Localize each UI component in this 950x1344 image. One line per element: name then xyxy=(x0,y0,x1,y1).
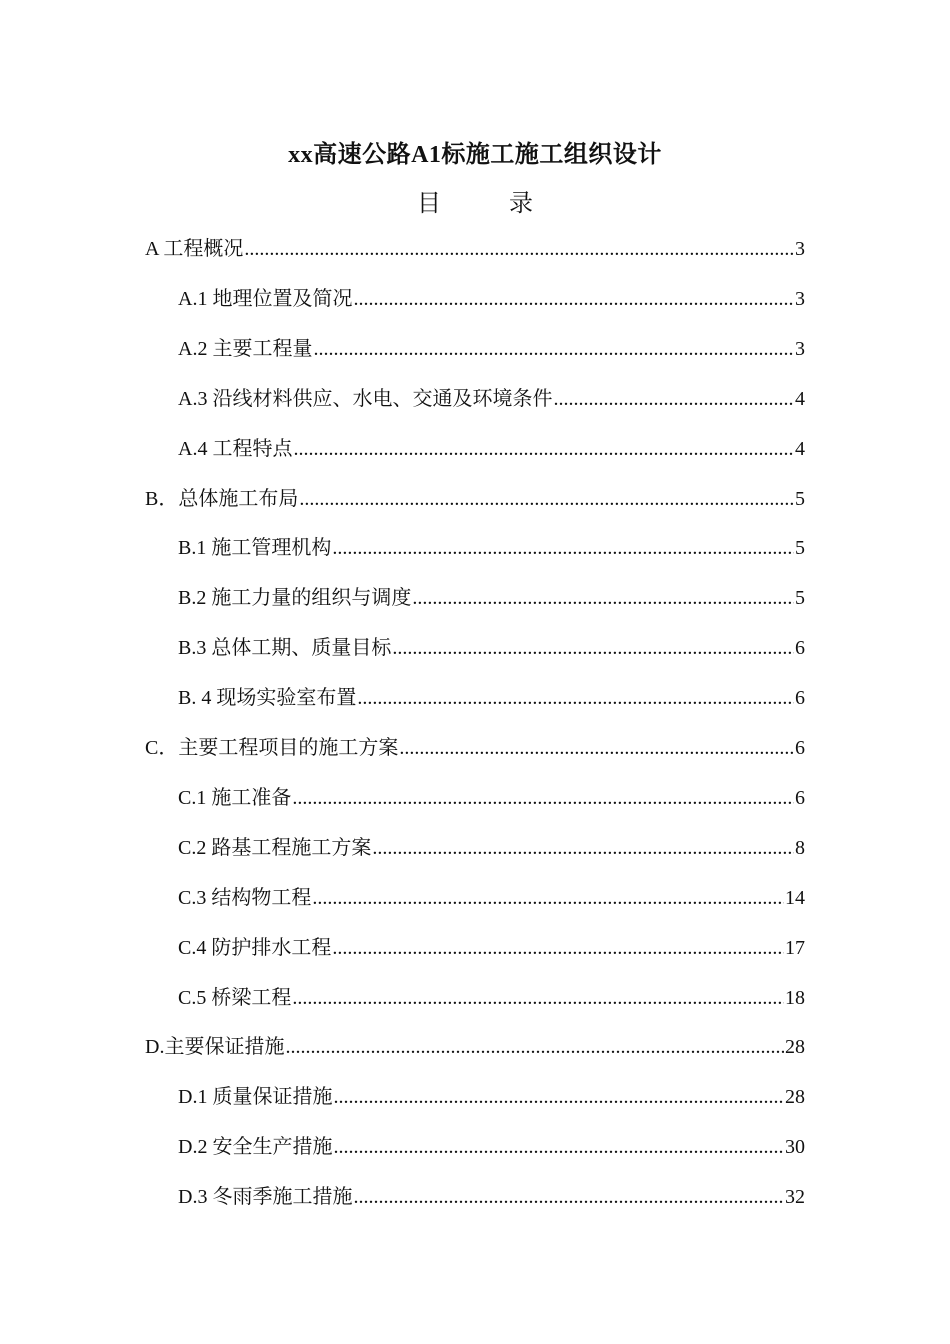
toc-entry-page-number: 32 xyxy=(785,1186,805,1208)
toc-entry[interactable] xyxy=(145,734,805,762)
toc-entry-page-number: 14 xyxy=(785,887,805,909)
toc-entry[interactable] xyxy=(178,1133,805,1161)
toc-entry-label: A 工程概况 xyxy=(145,238,244,260)
toc-entry-page-number: 30 xyxy=(785,1136,805,1158)
toc-entry[interactable] xyxy=(178,335,805,363)
toc-entry-label: C．主要工程项目的施工方案 xyxy=(145,737,399,759)
toc-heading xyxy=(0,183,950,218)
toc-entry-label: D.主要保证措施 xyxy=(145,1036,285,1058)
toc-entry[interactable] xyxy=(178,534,805,562)
toc-dot-leader xyxy=(392,634,794,662)
toc-dot-leader xyxy=(412,584,794,612)
toc-entry-label: A.3 沿线材料供应、水电、交通及环境条件 xyxy=(178,388,553,410)
toc-dot-leader xyxy=(292,984,784,1012)
toc-entry-page-number: 5 xyxy=(795,537,805,559)
toc-entry-label: C.1 施工准备 xyxy=(178,787,292,809)
toc-entry-page-number: 6 xyxy=(795,737,805,759)
toc-dot-leader xyxy=(292,784,794,812)
toc-entry-label: D.3 冬雨季施工措施 xyxy=(178,1186,353,1208)
toc-entry-label: B．总体施工布局 xyxy=(145,488,299,510)
toc-entry-page-number: 8 xyxy=(795,837,805,859)
toc-dot-leader xyxy=(353,1183,784,1211)
toc-dot-leader xyxy=(333,1083,784,1111)
toc-entry[interactable] xyxy=(178,435,805,463)
toc-entry[interactable] xyxy=(178,285,805,313)
toc-entry-page-number: 5 xyxy=(795,587,805,609)
toc-dot-leader xyxy=(372,834,794,862)
toc-entry-label: A.4 工程特点 xyxy=(178,438,293,460)
toc-entry[interactable] xyxy=(178,784,805,812)
toc-dot-leader xyxy=(353,285,794,313)
toc-heading-right: 录 xyxy=(509,191,533,217)
toc-dot-leader xyxy=(553,385,794,413)
toc-dot-leader xyxy=(332,534,794,562)
toc-entry[interactable] xyxy=(178,884,805,912)
toc-heading-left: 目 xyxy=(417,191,441,217)
toc-entry-label: D.1 质量保证措施 xyxy=(178,1086,333,1108)
toc-dot-leader xyxy=(399,734,794,762)
toc-entry[interactable] xyxy=(178,1083,805,1111)
document-title: xx高速公路A1标施工施工组织设计 xyxy=(288,142,662,168)
toc-entry[interactable] xyxy=(178,634,805,662)
toc-dot-leader xyxy=(357,684,794,712)
toc-entry[interactable] xyxy=(178,684,805,712)
toc-entry-label: D.2 安全生产措施 xyxy=(178,1136,333,1158)
toc-entry-label: C.4 防护排水工程 xyxy=(178,937,332,959)
toc-entry-page-number: 17 xyxy=(785,937,805,959)
toc-entry-page-number: 4 xyxy=(795,438,805,460)
toc-entry-page-number: 28 xyxy=(785,1036,805,1058)
toc-entry-label: B.2 施工力量的组织与调度 xyxy=(178,587,412,609)
toc-entry-label: C.2 路基工程施工方案 xyxy=(178,837,372,859)
toc-entry-label: B.3 总体工期、质量目标 xyxy=(178,637,392,659)
toc-entry-page-number: 3 xyxy=(795,338,805,360)
toc-entry-page-number: 6 xyxy=(795,637,805,659)
toc-entry[interactable] xyxy=(145,485,805,513)
toc-entry-page-number: 5 xyxy=(795,488,805,510)
toc-dot-leader xyxy=(332,934,784,962)
toc-dot-leader xyxy=(293,435,794,463)
toc-entry-page-number: 18 xyxy=(785,987,805,1009)
toc-entry-page-number: 6 xyxy=(795,687,805,709)
toc-entry[interactable] xyxy=(145,1033,805,1061)
toc-dot-leader xyxy=(299,485,794,513)
toc-entry[interactable] xyxy=(178,1183,805,1211)
toc-entry[interactable] xyxy=(178,584,805,612)
toc-entry-label: A.1 地理位置及简况 xyxy=(178,288,353,310)
toc-entry[interactable] xyxy=(178,385,805,413)
toc-entry-page-number: 6 xyxy=(795,787,805,809)
toc-entry-label: C.3 结构物工程 xyxy=(178,887,312,909)
toc-entry-page-number: 3 xyxy=(795,238,805,260)
toc-entry-label: C.5 桥梁工程 xyxy=(178,987,292,1009)
toc-entry[interactable] xyxy=(178,984,805,1012)
toc-dot-leader xyxy=(313,335,794,363)
toc-entry-label: B. 4 现场实验室布置 xyxy=(178,687,357,709)
toc-dot-leader xyxy=(312,884,784,912)
toc-dot-leader xyxy=(244,235,794,263)
toc-entry[interactable] xyxy=(145,235,805,263)
toc-dot-leader xyxy=(333,1133,784,1161)
toc-entry[interactable] xyxy=(178,934,805,962)
toc-entry-label: B.1 施工管理机构 xyxy=(178,537,332,559)
toc-entry-page-number: 28 xyxy=(785,1086,805,1108)
toc-entry-page-number: 4 xyxy=(795,388,805,410)
toc-entry[interactable] xyxy=(178,834,805,862)
toc-entry-page-number: 3 xyxy=(795,288,805,310)
toc-dot-leader xyxy=(285,1033,784,1061)
toc-entry-label: A.2 主要工程量 xyxy=(178,338,313,360)
